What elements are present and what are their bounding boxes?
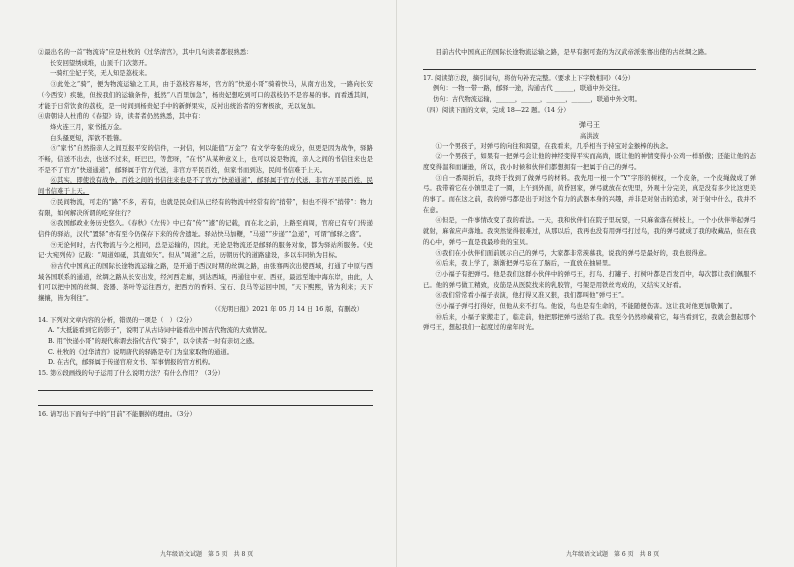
question-16: 16. 请写出下面句子中的“目前”不能删掉的理由。（3分） [38, 410, 196, 418]
story-paragraph: ⑦小福子有把弹弓。他是我们这群小伙伴中的弹弓王，打鸟、打罐子、打树叶都是百发百中，每次都让我们佩服不已。他的弹弓做工精致，皮筋是从医院找来的乳胶管，弓架是用铁丝弯成的，又结实又好看。 [423, 270, 756, 289]
question-14: 14. 下列对文章内容的分析，错误的一项是（ ）（2分） [38, 316, 196, 324]
option-b: B. 用“快递小哥”的现代称谓去指代古代“骑手”，以令读者一时有亲切之感。 [48, 337, 259, 345]
story-paragraph: ⑩后来，小福子家搬走了，临走前，他把那把弹弓送给了我。我至今仍然珍藏着它，每当看到它，我就会想起那个弹弓王，想起我们一起度过的童年时光。 [423, 313, 756, 332]
poem-line: 长安回望绣成堆，山顶千门次第开。 [50, 59, 151, 67]
story-paragraph: ②一个男孩子，如果有一把弹弓会让他的神经变得平实而高尚，既让他的神情变得小公鸡一样骄傲；还能让他的态度变得温和而谦逊，所以，我小时候和伙伴们都想拥有一把属于自己的弹弓。 [423, 153, 756, 171]
paragraph: ⑨无论何时，古代物流与今之相同，总是运输的，因此，无论是物流还是邮驿的服务对象，都为驿站所服务。《史记·大宛列传》记载：“周道如砥，其直如矢”。但从“周道”之后，历朝历代的道路建设，多以车同轨为目标。 [38, 241, 373, 260]
story-title: 弹弓王 [579, 120, 600, 129]
story-paragraph: ⑤我们在小伙伴们面前展示自己的弹弓，大家都非常羡慕我，说我的弹弓是最好的，我也很得意。 [435, 249, 711, 257]
story-paragraph: ⑨小福子弹弓打得好，但他从来不打鸟。他说，鸟也是有生命的，不能随便伤害。这让我对他更加敬佩了。 [435, 303, 737, 311]
poem-line: 白头搔更短，浑欲不胜簪。 [50, 134, 126, 142]
story-paragraph: ⑧我们常常看小福子表演，他打得又准又狠，我们都叫他“弹弓王”。 [435, 292, 628, 300]
story-author: 高洪波 [580, 132, 599, 140]
option-a: A. “大抵能看到它的影子”，说明了从古诗词中能看出中国古代物流的大致情况。 [48, 327, 271, 335]
page-footer: 九年级语文试题 第 5 页 共 8 页 [160, 551, 254, 558]
question-15: 15. 第⑥段画线的句子运用了什么说明方法？有什么作用？（3分） [38, 370, 225, 378]
poem-line: 烽火连三月，家书抵万金。 [50, 123, 126, 131]
paragraph: ⑤“家书”自然指亲人之间互报平安的信件，一封信，何以能值“万金”？有文学夸张的成分，但更是因为战争，驿路不畅，信送不出去，也送不过来，旺巴巴，等您呀，“在书”从某种意义上，也可以说是物流，亲人之间的书信往来也是不是不了官方“快递通道”，邮驿属于官方代送，非官方平民百姓，但家书而到达，民间书信难于上天。 [38, 145, 373, 174]
section-heading: （四）阅读下面的文章，完成 18—22 题。（14 分） [423, 106, 570, 114]
option-d: D. 在古代，邮驿属于传递官府文书、军事情报的官方机构。 [48, 359, 215, 367]
q17-example: 例句：一物一带一路，邮驿一途，沟通古代 ______，联通中外交往。 [433, 85, 624, 93]
paragraph: ③此处之“骑”，便为物流运输之工具，由于荔枝容易坏，官方的“快递小哥”骑着快马，从南方出发，一路向长安（今西安）疾驰，但按我们的运输条件，抵然“八百里加急”，杨贵妃想吃到可口的荔枝仍不是容易的事。而看透其间，才能于日常饮食的荔枝，是一时间到杨贵妃手中的新鲜果实，反衬出统治者的穷奢极欲，无以复加。 [38, 81, 373, 110]
poem-line: 一骑红尘妃子笑，无人知是荔枝来。 [50, 70, 151, 78]
paragraph: ⑦民间物流，可走的“路”不多，若有，也就是民众们从已经有的物流中经常有的“捎带”，但也不得不“捎带”：物力有限，如何解决所谓的吃穿住行？ [38, 198, 373, 217]
paragraph-underlined: ⑥其实，即使没有战争，百姓之间的书信往来也是不了官方“快递通道”，邮驿属于官方代送，非官方平民百姓，民间书信难于上天。 [38, 177, 373, 196]
paragraph: ④唐朝诗人杜甫的《春望》诗，读者者仍然熟悉，其中有： [38, 113, 205, 121]
question-17: 17. 阅读第⑦段，摘引词句，将仿句补充完整。（要求上下字数相同）（4分） [423, 74, 635, 82]
story-paragraph: ⑥后来，我上学了，渐渐把弹弓忘在了脑后，一直放在抽屉里。 [435, 260, 615, 268]
source-citation: （《光明日报》2021 年 05 月 14 日 16 版，有删改） [211, 305, 363, 313]
story-paragraph: ①一个男孩子，对弹弓的向往和渴望，在我看来，几乎相当于持宝对金猴棒的执念。 [435, 142, 673, 150]
answer-line[interactable] [38, 380, 373, 391]
story-paragraph: ③自一番周折后，我终于找到了做弹弓的材料。我先用一根一个“Y”字形的树杈，一个皮条，一个皮绳做成了弹弓。我带着它在小镇里走了一圈，上午到外面，黄昏回家，弹弓就放在衣兜里，外观十分完美，真是没有多少比这更美的事了。而在这之前，我的弹弓都是出于对这个有力的武器本身的兴趣，并非是对射击的追求，对于射中什么，我并不在意。 [423, 174, 756, 214]
answer-line[interactable] [423, 59, 756, 70]
option-c: C. 杜牧的《过华清宫》说明唐代的驿路是专门为皇家取物的通道。 [48, 348, 233, 356]
right-page [397, 0, 794, 567]
q17-fill: 仿句：古代物流运输，______，______，______，______，联通中外文明。 [433, 96, 641, 104]
page-footer: 九年级语文试题 第 6 页 共 8 页 [566, 551, 660, 558]
answer-line[interactable] [38, 395, 373, 406]
paragraph: ⑩古代中国真正的国际长途物流运输之路，是开通于西汉时期的丝绸之路，由张骞两次出使西域，打通了中原与西域各国联系的通道，丝绸之路从长安出发，经河西走廊，到达西域，再通往中亚、西亚，最远至地中海东岸，由此，人们可以把中国的丝绸、瓷器、茶叶等运往西方，把西方的香料、宝石、良马等运回中国，“天下熙熙，皆为利来；天下攘攘，皆为利往”。 [38, 263, 373, 303]
paragraph: 目前古代中国真正的国际长途物流运输之路，是早有据可查的为汉武帝派张骞出使的古丝绸之路。 [435, 49, 711, 56]
paragraph: ②最出名的一首“物流诗”应是杜牧的《过华清宫》，其中几句读者都很熟悉： [38, 49, 253, 56]
paragraph: ⑧我国邮政业务历史悠久。《春秋》《左传》中已有“传”“遽”的记载，而在北之前，上路至商周，官府已有专门传递信件的驿站，汉代“置驿”亦有至今仍保存下来的传舍遗址。驿站快马加鞭，“马递”“步递”“急递”，可谓“邮驿之盛”。 [38, 220, 373, 238]
story-paragraph: ④但是，一件事情改变了我的看法。一天，我和伙伴们在院子里玩耍，一只麻雀落在树枝上，一个小伙伴举起弹弓就射，麻雀应声落地。我突然觉得很难过，从那以后，我再也没有用弹弓打过鸟，我的弹弓就成了我的收藏品，但在我的心中，弹弓一直是我最珍贵的宝贝。 [423, 217, 756, 246]
